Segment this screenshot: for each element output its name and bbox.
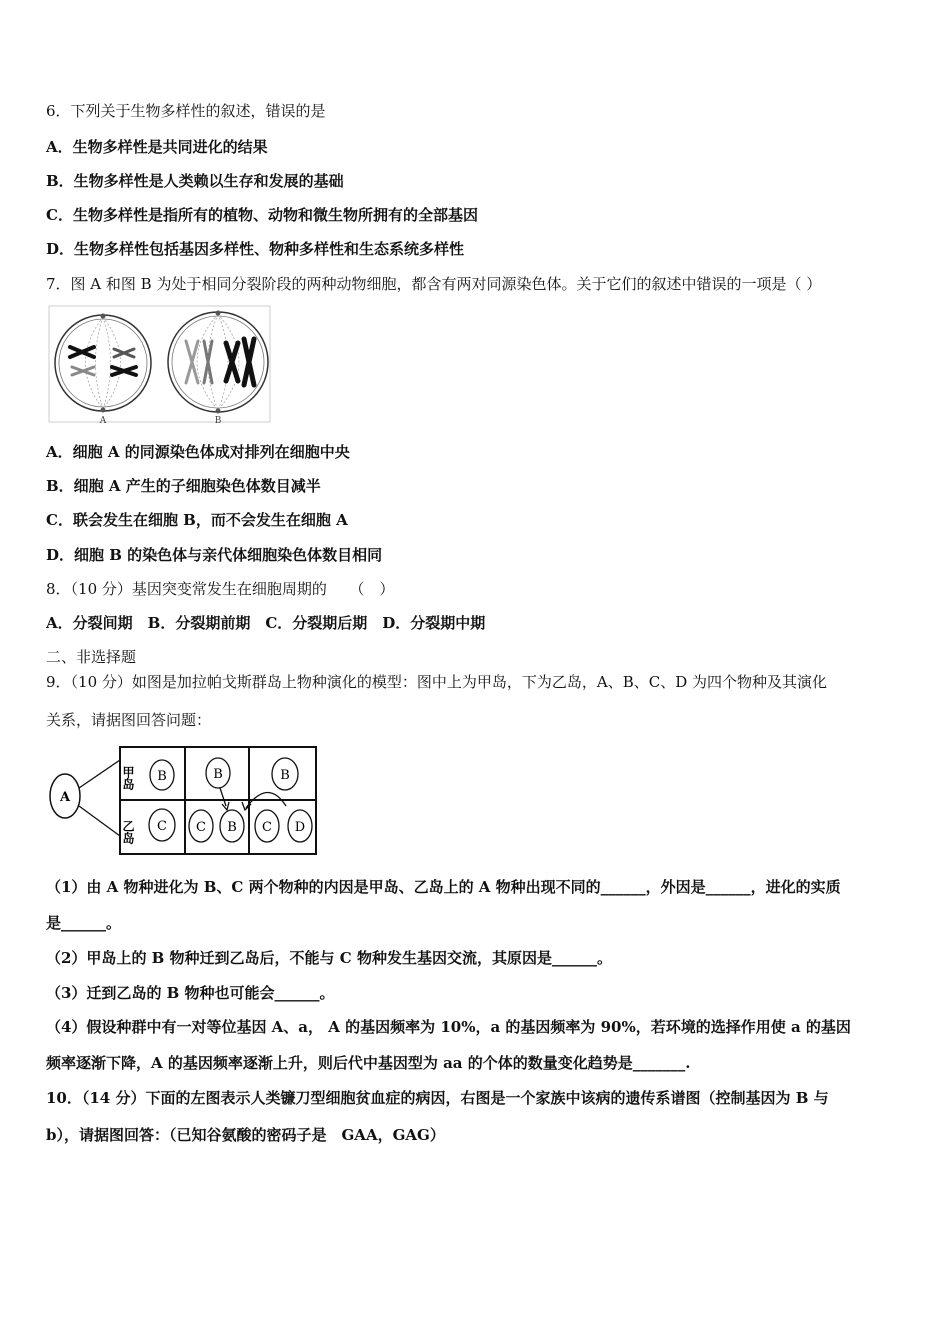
branch-line-bottom (79, 806, 120, 836)
figure-frame (49, 306, 270, 422)
species-a-label: A (59, 790, 71, 805)
q9-sub4-line1: （4）假设种群中有一对等位基因 A、a， A 的基因频率为 10%，a 的基因频率为 90%，若环境的选择作用使 a 的基因 (46, 1018, 851, 1036)
q10-stem-line1: 10．（14 分）下面的左图表示人类镰刀型细胞贫血症的病因，右图是一个家族中该病的遗传系谱图（控制基因为 B 与 (46, 1089, 829, 1107)
migration-arrow-1 (220, 788, 226, 806)
q9-sub1-line2: 是______。 (46, 914, 122, 932)
cell-division-figure (48, 305, 272, 427)
q6-option-d: D．生物多样性包括基因多样性、物种多样性和生态系统多样性 (46, 240, 465, 258)
q7-option-a: A．细胞 A 的同源染色体成对排列在细胞中央 (46, 443, 350, 461)
top-species-1: B (157, 769, 167, 784)
q7-option-d: D．细胞 B 的染色体与亲代体细胞染色体数目相同 (46, 546, 383, 564)
cell-a-label: A (99, 416, 107, 426)
section-title: 二、非选择题 (46, 648, 137, 666)
bottom-species-2: C (196, 820, 206, 835)
q6-option-b: B．生物多样性是人类赖以生存和发展的基础 (46, 172, 344, 190)
q6-option-a: A．生物多样性是共同进化的结果 (46, 138, 268, 156)
q9-sub2: （2）甲岛上的 B 物种迁到乙岛后，不能与 C 物种发生基因交流，其原因是______。 (46, 949, 612, 967)
q8-stem: 8．（10 分）基因突变常发生在细胞周期的 （ ） (46, 580, 395, 598)
top-species-2: B (213, 767, 223, 782)
q9-sub4-line2: 频率逐渐下降，A 的基因频率逐渐上升，则后代中基因型为 aa 的个体的数量变化趋势是_______. (46, 1054, 691, 1072)
q6-option-c: C．生物多样性是指所有的植物、动物和微生物所拥有的全部基因 (46, 206, 478, 224)
bottom-species-3: B (227, 820, 237, 835)
q7-stem: 7．图 A 和图 B 为处于相同分裂阶段的两种动物细胞，都含有两对同源染色体。关于它们的叙述中错误的一项是（ ） (46, 275, 822, 293)
q10-stem-line2: b），请据图回答：（已知谷氨酸的密码子是 GAA，GAG） (46, 1126, 445, 1144)
bottom-species-4: C (262, 820, 272, 835)
branch-line-top (79, 760, 120, 788)
cell-b-label: B (214, 416, 222, 426)
island-bottom-label: 乙岛 (121, 820, 135, 844)
bottom-species-1: C (157, 819, 167, 834)
island-top-label: 甲岛 (121, 766, 135, 790)
q7-option-c: C．联会发生在细胞 B，而不会发生在细胞 A (46, 511, 348, 529)
cell-b-diagram (168, 311, 268, 414)
q8-options: A．分裂间期 B．分裂期前期 C．分裂期后期 D．分裂期中期 (46, 614, 486, 632)
island-evolution-figure (48, 744, 320, 858)
q9-sub3: （3）迁到乙岛的 B 物种也可能会______。 (46, 984, 335, 1002)
q7-option-b: B．细胞 A 产生的子细胞染色体数目减半 (46, 477, 321, 495)
top-species-3: B (280, 768, 290, 783)
q6-stem: 6．下列关于生物多样性的叙述，错误的是 (46, 102, 326, 120)
q9-stem-line2: 关系，请据图回答问题： (46, 711, 212, 729)
cell-a-diagram (55, 314, 151, 413)
q9-stem-line1: 9．（10 分）如图是加拉帕戈斯群岛上物种演化的模型：图中上为甲岛，下为乙岛，A、B、C、D 为四个物种及其演化 (46, 673, 828, 691)
bottom-species-5: D (294, 820, 306, 835)
q9-sub1-line1: （1）由 A 物种进化为 B、C 两个物种的内因是甲岛、乙岛上的 A 物种出现不同的______，外因是______，进化的实质 (46, 878, 841, 896)
